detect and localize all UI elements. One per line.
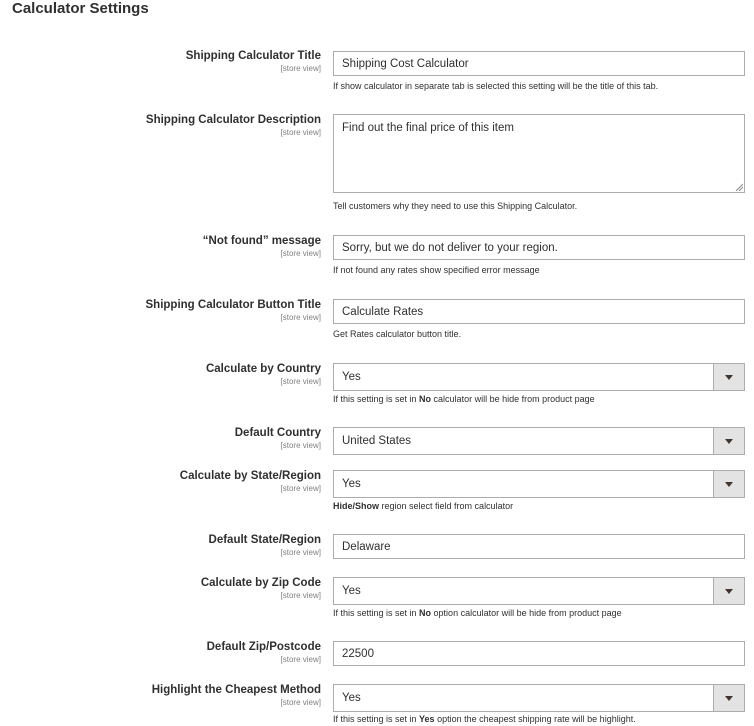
field-label xyxy=(209,534,321,558)
chevron-down-icon xyxy=(725,375,733,380)
field-label xyxy=(146,299,321,323)
scope-label: [store view] xyxy=(280,655,321,664)
chevron-down-icon xyxy=(725,696,733,701)
note-text: region select field from calculator xyxy=(379,501,514,511)
select-value: Yes xyxy=(342,692,361,704)
field-label xyxy=(201,577,321,601)
chevron-down-icon xyxy=(725,439,733,444)
scope-label: [store view] xyxy=(280,484,321,493)
field-label xyxy=(186,50,321,74)
chevron-down-icon xyxy=(725,482,733,487)
label-button-title: Shipping Calculator Button Title xyxy=(145,299,321,311)
resize-grip-icon[interactable] xyxy=(735,183,743,191)
note-emphasis: No xyxy=(419,608,432,618)
note-text: option calculator will be hide from product page xyxy=(431,608,622,618)
scope-label: [store view] xyxy=(280,698,321,707)
highlight-cheapest-note xyxy=(333,714,636,725)
label-default-region: Default State/Region xyxy=(208,534,321,546)
label-default-country: Default Country xyxy=(234,427,321,439)
note-text: If this setting is set in xyxy=(333,394,420,404)
dropdown-toggle[interactable] xyxy=(713,428,744,454)
select-value: Yes xyxy=(342,371,361,383)
note-text: If this setting is set in xyxy=(333,714,420,724)
dropdown-toggle[interactable] xyxy=(713,578,744,604)
chevron-down-icon xyxy=(725,589,733,594)
button-title-note: Get Rates calculator button title. xyxy=(333,329,462,339)
calculator-description-wrapper xyxy=(333,114,745,193)
calculate-by-country-note xyxy=(333,394,595,405)
scope-label: [store view] xyxy=(280,591,321,600)
field-label xyxy=(152,684,321,708)
calculate-by-country-select[interactable] xyxy=(333,363,745,391)
calculate-by-region-select[interactable] xyxy=(333,470,745,498)
scope-label: [store view] xyxy=(280,249,321,258)
field-label xyxy=(206,363,321,387)
label-calculate-by-country: Calculate by Country xyxy=(205,363,321,375)
default-region-input[interactable] xyxy=(333,534,745,559)
scope-label: [store view] xyxy=(280,548,321,557)
field-label xyxy=(146,114,321,138)
select-value: Yes xyxy=(342,478,361,490)
field-label xyxy=(235,427,321,451)
dropdown-toggle[interactable] xyxy=(713,685,744,711)
scope-label: [store view] xyxy=(280,64,321,73)
calculate-by-region-note xyxy=(333,501,513,512)
field-label xyxy=(180,470,321,494)
section-title: Calculator Settings xyxy=(12,0,149,17)
calculator-description-textarea[interactable] xyxy=(333,114,745,193)
dropdown-toggle[interactable] xyxy=(713,364,744,390)
note-text: If this setting is set in xyxy=(333,608,420,618)
calculator-title-note: If show calculator in separate tab is selected this setting will be the title of this tab. xyxy=(333,81,659,91)
not-found-message-note: If not found any rates show specified error message xyxy=(333,265,540,275)
default-country-select[interactable] xyxy=(333,427,745,455)
scope-label: [store view] xyxy=(280,377,321,386)
calculate-by-zip-select[interactable] xyxy=(333,577,745,605)
label-default-zip: Default Zip/Postcode xyxy=(206,641,321,653)
calculator-description-note: Tell customers why they need to use this Shipping Calculator. xyxy=(333,201,578,211)
note-text: calculator will be hide from product page xyxy=(431,394,595,404)
note-text: option the cheapest shipping rate will be highlight. xyxy=(434,714,636,724)
not-found-message-input[interactable] xyxy=(333,235,745,260)
highlight-cheapest-select[interactable] xyxy=(333,684,745,712)
select-value: Yes xyxy=(342,585,361,597)
default-zip-input[interactable] xyxy=(333,641,745,666)
label-not-found-message: “Not found” message xyxy=(202,235,321,247)
field-label xyxy=(207,641,321,665)
field-label xyxy=(203,235,321,259)
label-calculator-title: Shipping Calculator Title xyxy=(185,50,321,62)
label-calculate-by-region: Calculate by State/Region xyxy=(179,470,321,482)
calculator-title-input[interactable] xyxy=(333,51,745,76)
note-emphasis: No xyxy=(419,394,432,404)
label-highlight-cheapest: Highlight the Cheapest Method xyxy=(151,684,321,696)
label-calculate-by-zip: Calculate by Zip Code xyxy=(200,577,321,589)
label-calculator-description: Shipping Calculator Description xyxy=(145,114,321,126)
scope-label: [store view] xyxy=(280,313,321,322)
scope-label: [store view] xyxy=(280,441,321,450)
button-title-input[interactable] xyxy=(333,299,745,324)
select-value: United States xyxy=(342,435,412,447)
note-emphasis: Hide/Show xyxy=(333,501,380,511)
dropdown-toggle[interactable] xyxy=(713,471,744,497)
note-emphasis: Yes xyxy=(419,714,435,724)
calculate-by-zip-note xyxy=(333,608,622,619)
scope-label: [store view] xyxy=(280,128,321,137)
